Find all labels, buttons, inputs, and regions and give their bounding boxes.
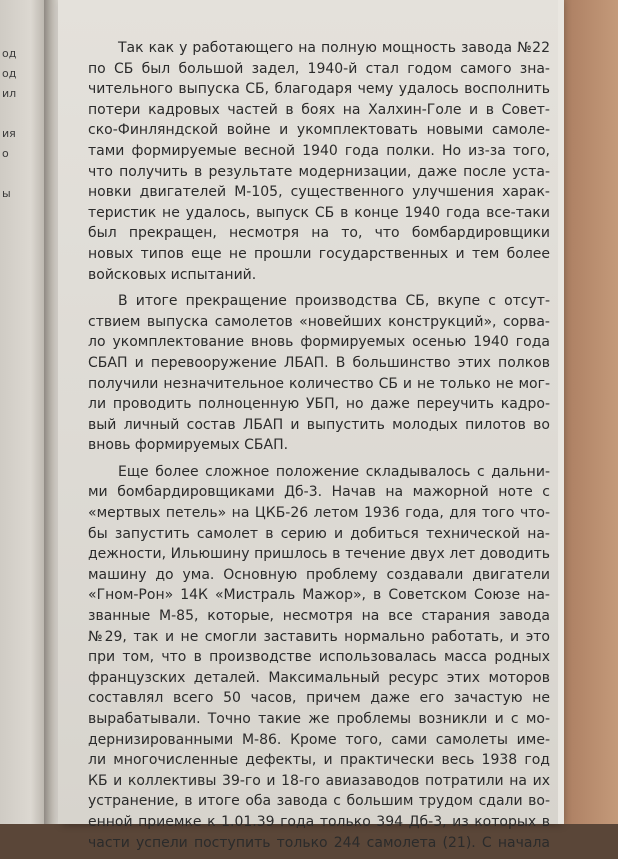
text-line: №29, так и не смогли заставить нормально работать, и это [88, 628, 550, 645]
text-line: Так как у работающего на полную мощность завода №22 [118, 40, 550, 56]
text-line: тами формируемые весной 1940 года полки. Но из-за того, [88, 142, 550, 159]
text-line: ли многочисленные дефекты, и практически весь 1938 год [88, 752, 550, 769]
text-line: Еще более сложное положение складывалось с дальни- [118, 463, 550, 480]
text-line: был прекращен, несмотря на то, что бомбардировщики [88, 225, 550, 242]
page-body-text [88, 38, 550, 859]
text-line: званные М-85, которые, несмотря на все старания завода [88, 608, 550, 625]
text-line: теристик не удалось, выпуск СБ в конце 1940 года все-таки [88, 204, 550, 221]
text-line: ли проводить полноценную УБП, но даже переучить кадро- [88, 396, 550, 413]
text-line: новки двигателей М-105, существенного улучшения харак- [88, 184, 550, 201]
text-line: потери кадровых частей в боях на Халхин-Голе и в Совет- [88, 101, 550, 118]
text-line: дернизированными М-86. Кроме того, сами самолеты име- [88, 731, 550, 748]
left-page-fragment: ил [2, 87, 17, 100]
left-page-fragment [2, 164, 16, 184]
text-line: новых типов еще не прошли государственных и тем более [88, 245, 550, 262]
left-page-fragment: о [2, 147, 9, 160]
left-page-fragment [2, 104, 16, 124]
text-line: части успели поступить только 244 самолета (21). С начала [88, 834, 550, 851]
left-page-fragment [2, 204, 16, 224]
left-page-fragment: од [2, 47, 17, 60]
left-page [0, 0, 44, 824]
text-line: СБАП и перевооружение ЛБАП. В большинство этих полков [88, 354, 550, 371]
text-line: бы запустить самолет в серию и добиться технической на- [88, 525, 550, 542]
page-edge [558, 0, 564, 824]
left-page-fragment [2, 224, 16, 244]
text-line: КБ и коллективы 39-го и 18-го авиазаводов потратили на их [88, 772, 550, 789]
text-line: ско-Финляндской войне и укомплектовать новыми самоле- [88, 122, 550, 139]
paragraph [88, 38, 550, 285]
book-gutter [44, 0, 58, 824]
left-page-text-fragments [2, 44, 16, 244]
text-line: устранение, в итоге оба завода с большим трудом сдали во- [88, 793, 550, 810]
text-line: вый личный состав ЛБАП и выпустить молодых пилотов во [88, 416, 550, 433]
text-line: получили незначительное количество СБ и не только не мог- [88, 375, 550, 392]
right-page [58, 0, 558, 851]
text-line: енной приемке к 1.01.39 года только 394 Дб-3, из которых в [88, 813, 550, 830]
text-line: «Гном-Рон» 14К «Мистраль Мажор», в Советском Союзе на- [88, 587, 550, 604]
text-line: французских деталей. Максимальный ресурс этих моторов [88, 669, 550, 686]
paragraph [88, 291, 550, 456]
text-line: дежности, Ильюшину пришлось в течение двух лет доводить [88, 546, 550, 563]
left-page-fragment: од [2, 67, 17, 80]
text-line: при том, что в производстве использовалась масса родных [88, 649, 550, 666]
text-line: В итоге прекращение производства СБ, вкупе с отсут- [118, 293, 550, 310]
text-line: составлял всего 50 часов, причем даже его зачастую не [88, 690, 550, 707]
left-page-fragment: ы [2, 187, 11, 200]
text-line: войсковых испытаний. [88, 266, 257, 283]
text-line: ствием выпуска самолетов «новейших конструкций», сорва- [88, 313, 550, 330]
text-line: по СБ был большой задел, 1940-й стал годом самого зна- [88, 60, 550, 77]
text-line: ми бомбардировщиками Дб-3. Начав на мажорной ноте с [88, 484, 550, 501]
left-page-fragment: ия [2, 127, 16, 140]
text-line: вырабатывали. Точно такие же проблемы возникли и с мо- [88, 711, 550, 727]
text-line: «мертвых петель» на ЦКБ-26 летом 1936 года, для того что- [88, 505, 550, 522]
text-line: ло укомплектование вновь формируемых осенью 1940 года [88, 334, 550, 351]
text-line: чительного выпуска СБ, благодаря чему удалось восполнить [88, 81, 550, 98]
paragraph [88, 462, 550, 853]
text-line: вновь формируемых СБАП. [88, 437, 289, 454]
text-line: машину до ума. Основную проблему создавали двигатели [88, 566, 550, 583]
text-line: что получить в результате модернизации, даже после уста- [88, 163, 550, 180]
